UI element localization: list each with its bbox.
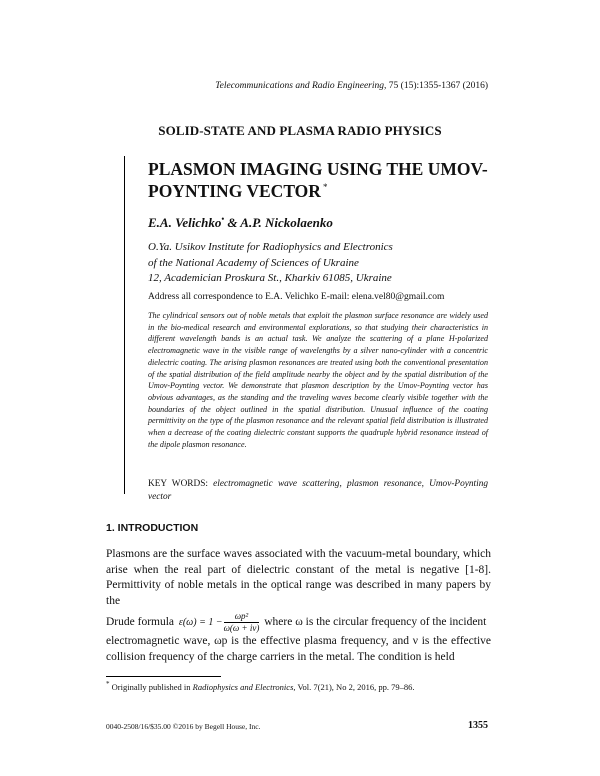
affiliation-line: of the National Academy of Sciences of Ukraine — [148, 256, 359, 269]
paper-title-text: PLASMON IMAGING USING THE UMOV-POYNTING VECTOR — [148, 159, 488, 201]
author-2: & A.P. Nickolaenko — [224, 215, 333, 230]
footnote-rule — [106, 676, 221, 677]
footnote-text-2: , Vol. 7(21), No 2, 2016, pp. 79–86. — [293, 681, 415, 692]
journal-reference — [215, 81, 488, 91]
paragraph: electromagnetic wave, ωp is the effective plasma frequency, and ν is the effective collision frequency of the charge carriers in the metal. The condition is held — [106, 635, 491, 663]
footnote — [106, 680, 414, 692]
keywords-text: electromagnetic wave scattering, plasmon resonance, Umov-Poynting vector — [148, 479, 488, 502]
correspondence: Address all correspondence to E.A. Velichko E-mail: elena.vel80@gmail.com — [148, 292, 445, 302]
paragraph: Plasmons are the surface waves associated with the vacuum-metal boundary, which arise when the real part of dielectric constant of the metal is negative [1-8]. Permittivity of noble metals in the optical range was described in many papers by the — [106, 548, 491, 607]
body-text — [106, 547, 491, 665]
section-title: SOLID-STATE AND PLASMA RADIO PHYSICS — [158, 123, 442, 138]
footnote-text-1: Originally published in — [109, 681, 193, 692]
affiliation-line: O.Ya. Usikov Institute for Radiophysics and Electronics — [148, 241, 393, 253]
vertical-rule — [124, 156, 125, 494]
formula-lhs: ε(ω) = 1 − — [178, 616, 223, 628]
title-footnote-mark: * — [322, 182, 328, 193]
paper-title — [148, 158, 488, 202]
page-number: 1355 — [468, 720, 488, 731]
section-heading: 1. INTRODUCTION — [106, 522, 199, 534]
affiliation — [148, 240, 393, 287]
affiliation-line: 12, Academician Proskura St., Kharkiv 61085, Ukraine — [148, 272, 392, 284]
formula-fraction — [224, 611, 260, 634]
corresponding-author-mark: • — [221, 214, 225, 224]
formula-trail-text: where ω is the circular frequency of the incident — [261, 616, 487, 629]
paragraph-formula-line — [106, 611, 491, 634]
keywords-label: KEY WORDS: — [148, 479, 208, 489]
footnote-mark: * — [106, 680, 110, 688]
authors — [148, 215, 333, 231]
keywords — [148, 478, 488, 504]
formula-numerator: ωp² — [224, 611, 260, 623]
footnote-journal: Radiophysics and Electronics — [192, 681, 294, 692]
author-1: E.A. Velichko — [148, 215, 222, 230]
copyright: 0040-2508/16/$35.00 ©2016 by Begell House, Inc. — [106, 722, 261, 731]
journal-citation: 75 (15):1355-1367 (2016) — [386, 81, 488, 91]
abstract: The cylindrical sensors out of noble metals that exploit the plasmon surface resonance are widely used in the bio-medical research and environmental explorations, so that studying their characteristics in different wavelength bands is an actual task. We analyze the scattering of a plane H-polarized electromagnetic wave in the visible range of wavelengths by a silver nano-cylinder with a concentric dielectric coating. The arising plasmon resonances are treated using both the conventional presentation of the spatial distribution of the field amplitude nearby the object and by the spatial distribution of the Umov-Poynting vector. We demonstrate that plasmon description by the Umov-Poynting vector has obvious advantages, as the standing and the traveling waves become clearly visible together with the boundaries of the object outlined in the spatial distribution. Unusual influence of the coating permittivity on the type of the plasmon resonance and the relevant spatial field distribution is illustrated when a decrease of the coating dielectric constant supports the quadruple hybrid resonance instead of the dipole plasmon resonance. — [148, 311, 488, 449]
journal-name: Telecommunications and Radio Engineering, — [215, 81, 387, 91]
formula-denominator: ω(ω + iν) — [223, 623, 260, 633]
formula-lead-text: Drude formula — [106, 616, 175, 629]
drude-formula — [179, 611, 259, 634]
